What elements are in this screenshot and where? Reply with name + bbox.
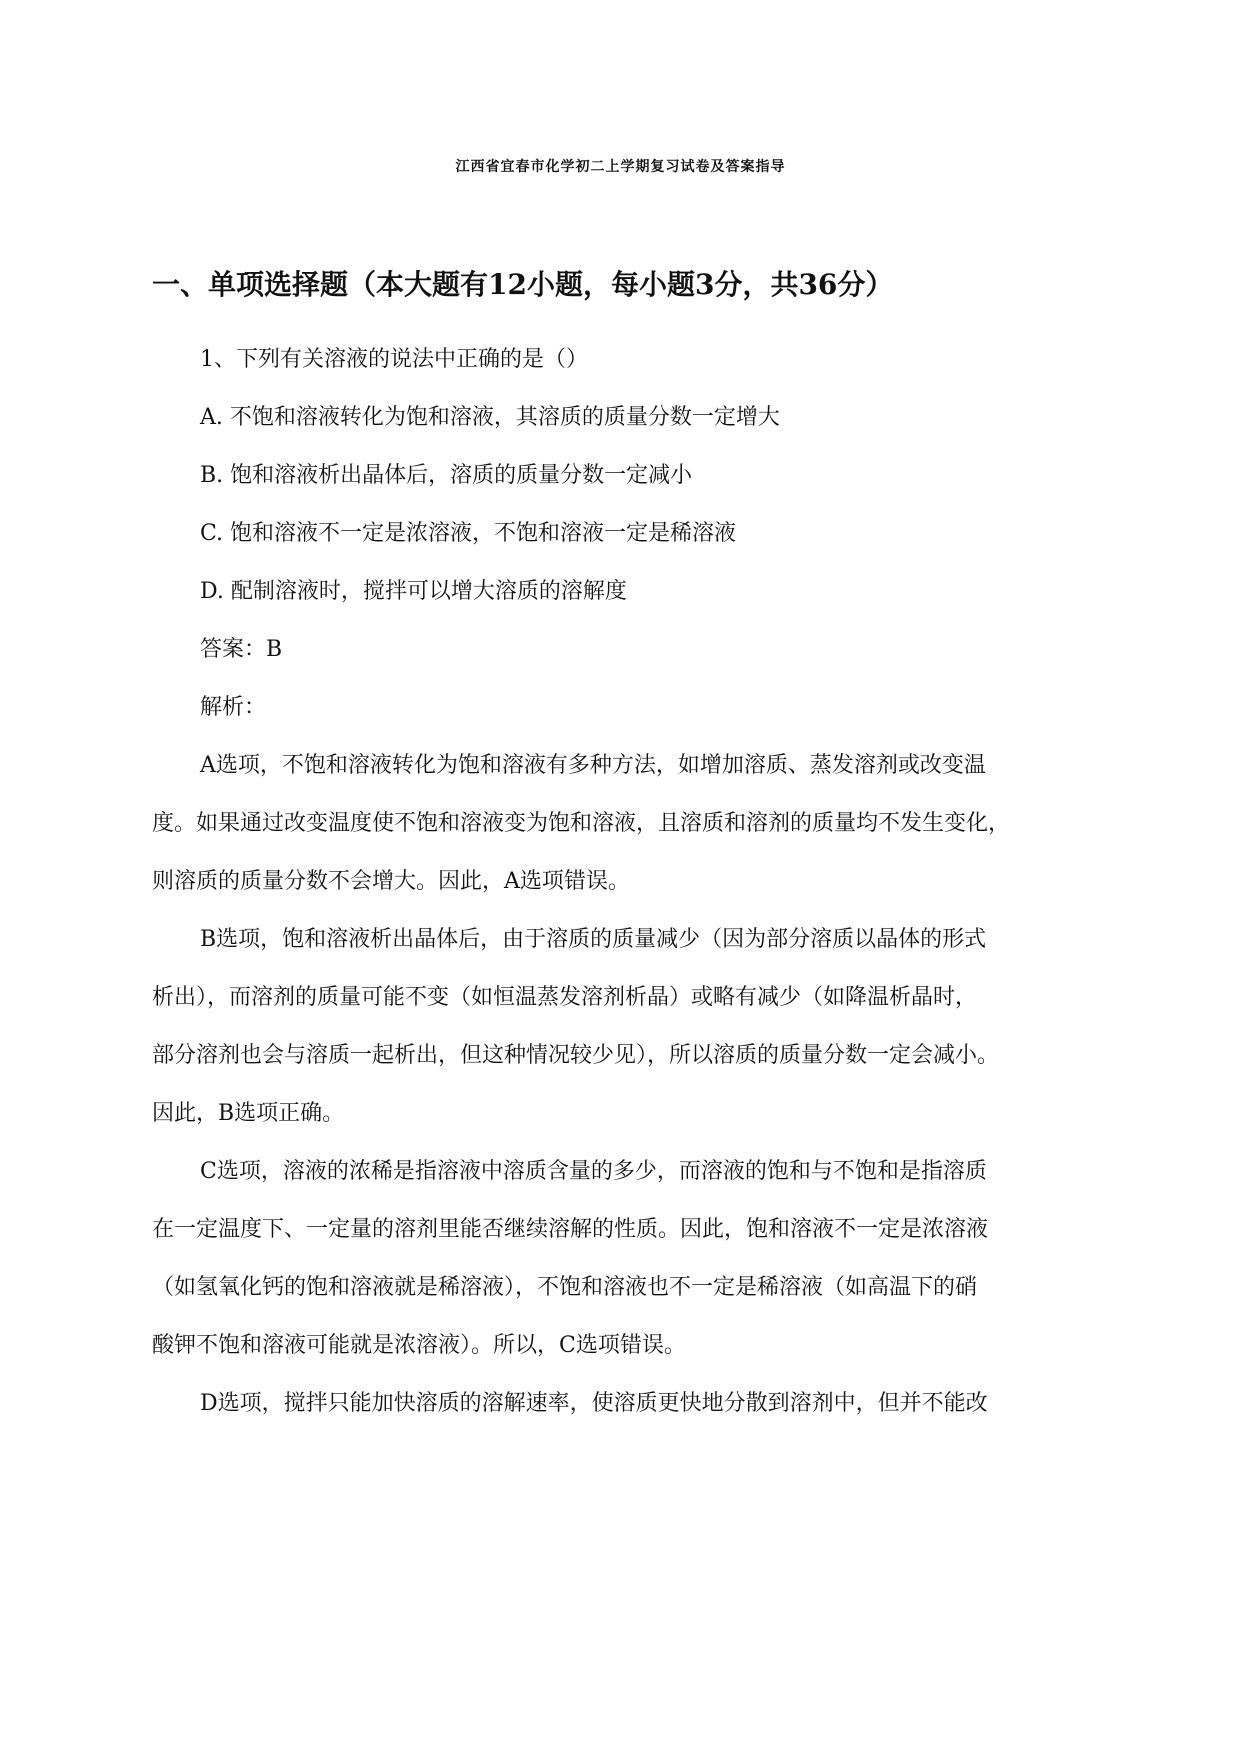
analysis-line: 度。如果通过改变温度使不饱和溶液变为饱和溶液，且溶质和溶剂的质量均不发生变化， bbox=[152, 811, 1011, 836]
analysis-line: B选项，饱和溶液析出晶体后，由于溶质的质量减少（因为部分溶质以晶体的形式 bbox=[200, 927, 987, 952]
analysis-line: 因此，B选项正确。 bbox=[152, 1101, 345, 1126]
option-c: C. 饱和溶液不一定是浓溶液，不饱和溶液一定是稀溶液 bbox=[200, 521, 737, 546]
document-title: 江西省宜春市化学初二上学期复习试卷及答案指导 bbox=[455, 159, 786, 175]
analysis-line: 酸钾不饱和溶液可能就是浓溶液）。所以，C选项错误。 bbox=[152, 1333, 686, 1358]
analysis-label: 解析： bbox=[200, 695, 267, 720]
answer-line: 答案：B bbox=[200, 637, 283, 662]
analysis-line: （如氢氧化钙的饱和溶液就是稀溶液），不饱和溶液也不一定是稀溶液（如高温下的硝 bbox=[152, 1275, 978, 1300]
analysis-line: 析出），而溶剂的质量可能不变（如恒温蒸发溶剂析晶）或略有减少（如降温析晶时， bbox=[152, 985, 978, 1010]
option-d: D. 配制溶液时，搅拌可以增大溶质的溶解度 bbox=[200, 579, 627, 604]
analysis-line: D选项，搅拌只能加快溶质的溶解速率，使溶质更快地分散到溶剂中，但并不能改 bbox=[200, 1391, 988, 1416]
option-a: A. 不饱和溶液转化为饱和溶液，其溶质的质量分数一定增大 bbox=[200, 405, 780, 430]
question-stem: 1、下列有关溶液的说法中正确的是（） bbox=[200, 347, 588, 372]
analysis-line: 则溶质的质量分数不会增大。因此，A选项错误。 bbox=[152, 869, 630, 894]
option-b: B. 饱和溶液析出晶体后，溶质的质量分数一定减小 bbox=[200, 463, 693, 488]
analysis-line: 部分溶剂也会与溶质一起析出，但这种情况较少见），所以溶质的质量分数一定会减小。 bbox=[152, 1043, 1000, 1068]
analysis-line: C选项，溶液的浓稀是指溶液中溶质含量的多少，而溶液的饱和与不饱和是指溶质 bbox=[200, 1159, 987, 1184]
analysis-line: A选项，不饱和溶液转化为饱和溶液有多种方法，如增加溶质、蒸发溶剂或改变温 bbox=[200, 753, 986, 778]
analysis-line: 在一定温度下、一定量的溶剂里能否继续溶解的性质。因此，饱和溶液不一定是浓溶液 bbox=[152, 1217, 989, 1242]
section-heading: 一、单项选择题（本大题有12小题，每小题3分，共36分） bbox=[152, 268, 894, 301]
